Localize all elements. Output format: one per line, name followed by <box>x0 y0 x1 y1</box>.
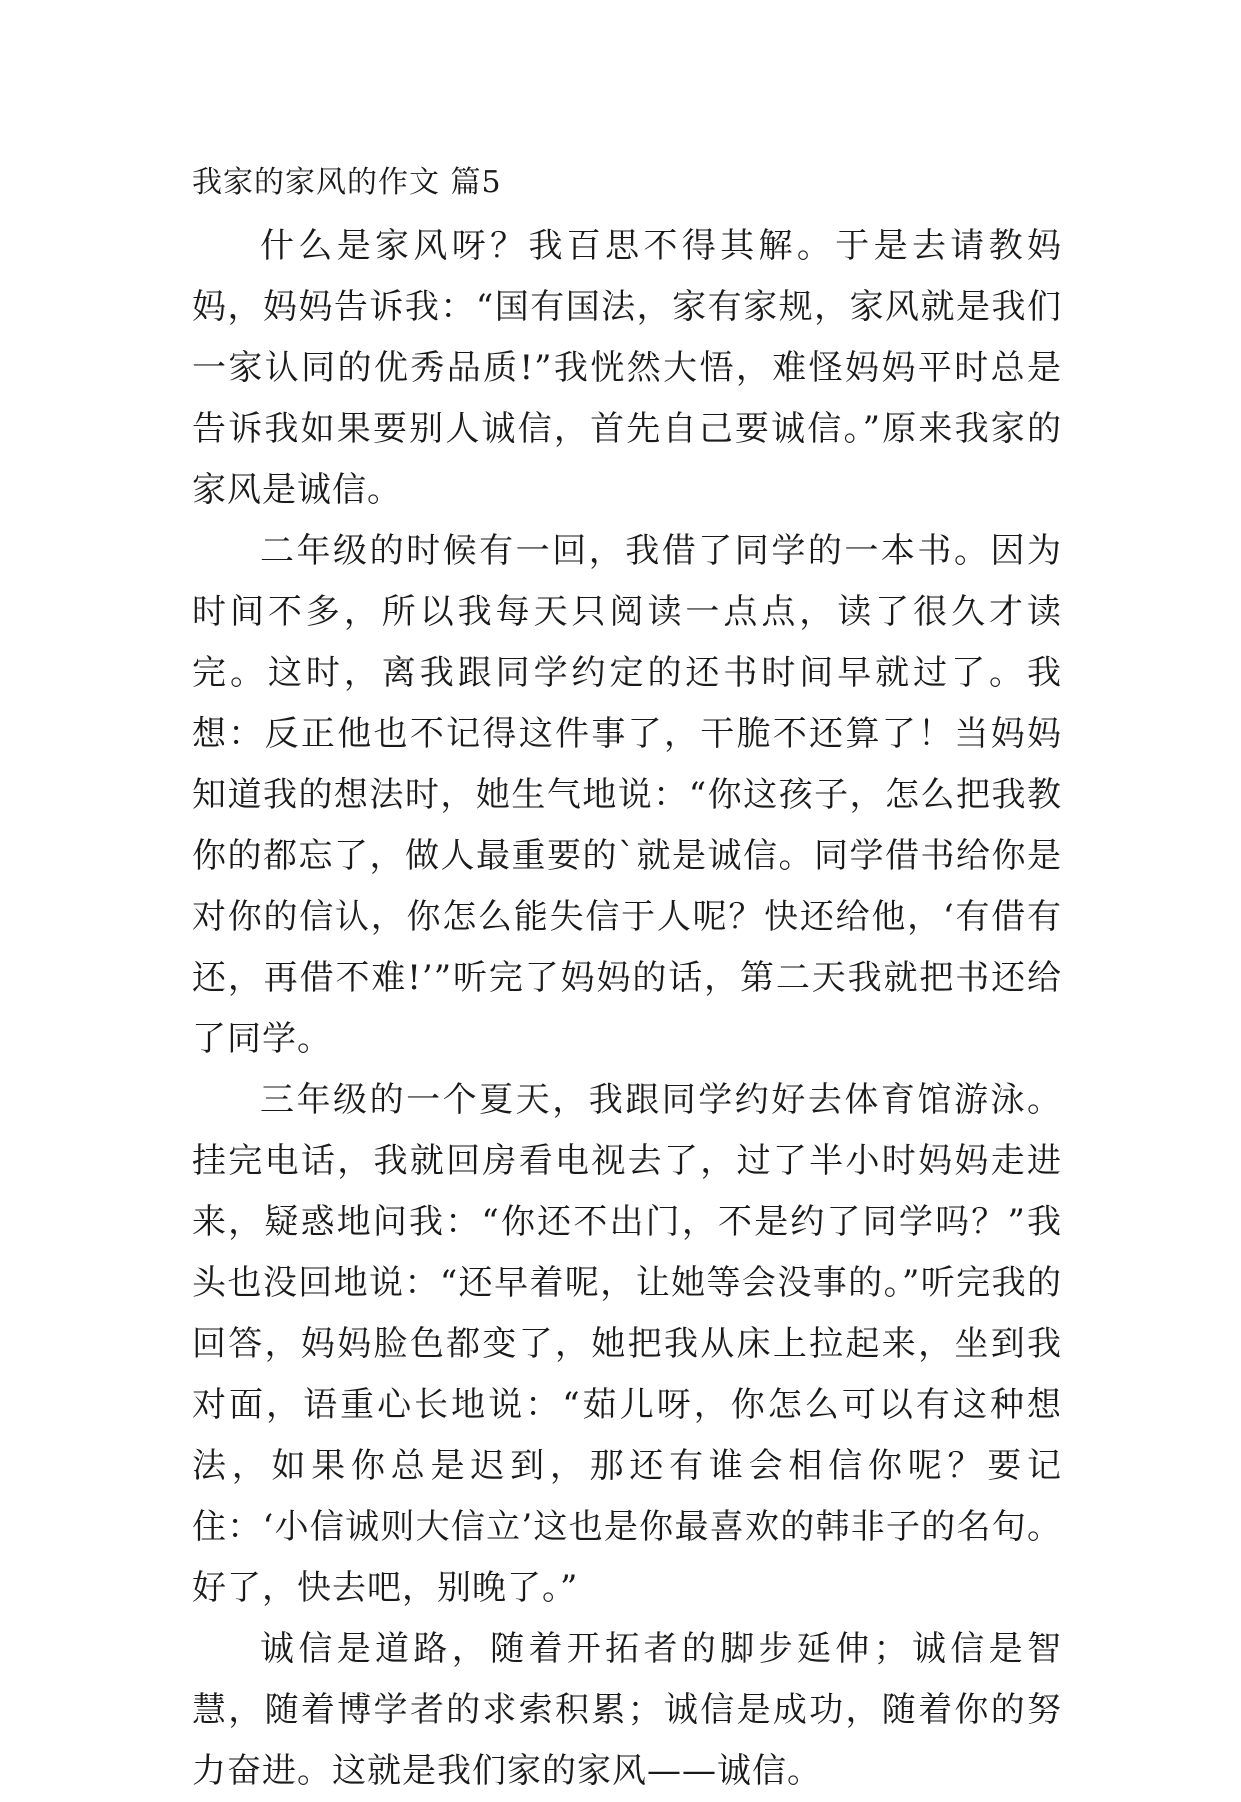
paragraph-1: 什么是家风呀？我百思不得其解。于是去请教妈妈，妈妈告诉我：“国有国法，家有家规，家风就是我们一家认同的优秀品质!”我恍然大悟，难怪妈妈平时总是告诉我如果要别人诚信，首先自己要诚信。”原来我家的家风是诚信。 <box>192 226 1062 510</box>
essay-title: 我家的家风的作文 篇5 <box>192 165 502 200</box>
paragraph-2: 二年级的时候有一回，我借了同学的一本书。因为时间不多，所以我每天只阅读一点点，读了很久才读完。这时，离我跟同学约定的还书时间早就过了。我想：反正他也不记得这件事了，干脆不还算了！当妈妈知道我的想法时，她生气地说：“你这孩子，怎么把我教你的都忘了，做人最重要的`就是诚信。同学借书给你是对你的信认，你怎么能失信于人呢？快还给他，‘有借有还，再借不难!’”听完了妈妈的话，第二天我就把书还给了同学。 <box>192 531 1062 1059</box>
paragraph-3: 三年级的一个夏天，我跟同学约好去体育馆游泳。挂完电话，我就回房看电视去了，过了半小时妈妈走进来，疑惑地问我：“你还不出门，不是约了同学吗？”我头也没回地说：“还早着呢，让她等会没事的。”听完我的回答，妈妈脸色都变了，她把我从床上拉起来，坐到我对面，语重心长地说：“茹儿呀，你怎么可以有这种想法，如果你总是迟到，那还有谁会相信你呢？要记住：‘小信诚则大信立’这也是你最喜欢的韩非子的名句。好了，快去吧，别晚了。” <box>192 1080 1062 1608</box>
paragraph-4: 诚信是道路，随着开拓者的脚步延伸；诚信是智慧，随着博学者的求索积累；诚信是成功，随着你的努力奋进。这就是我们家的家风——诚信。 <box>192 1629 1062 1791</box>
essay-body <box>192 162 1062 1802</box>
